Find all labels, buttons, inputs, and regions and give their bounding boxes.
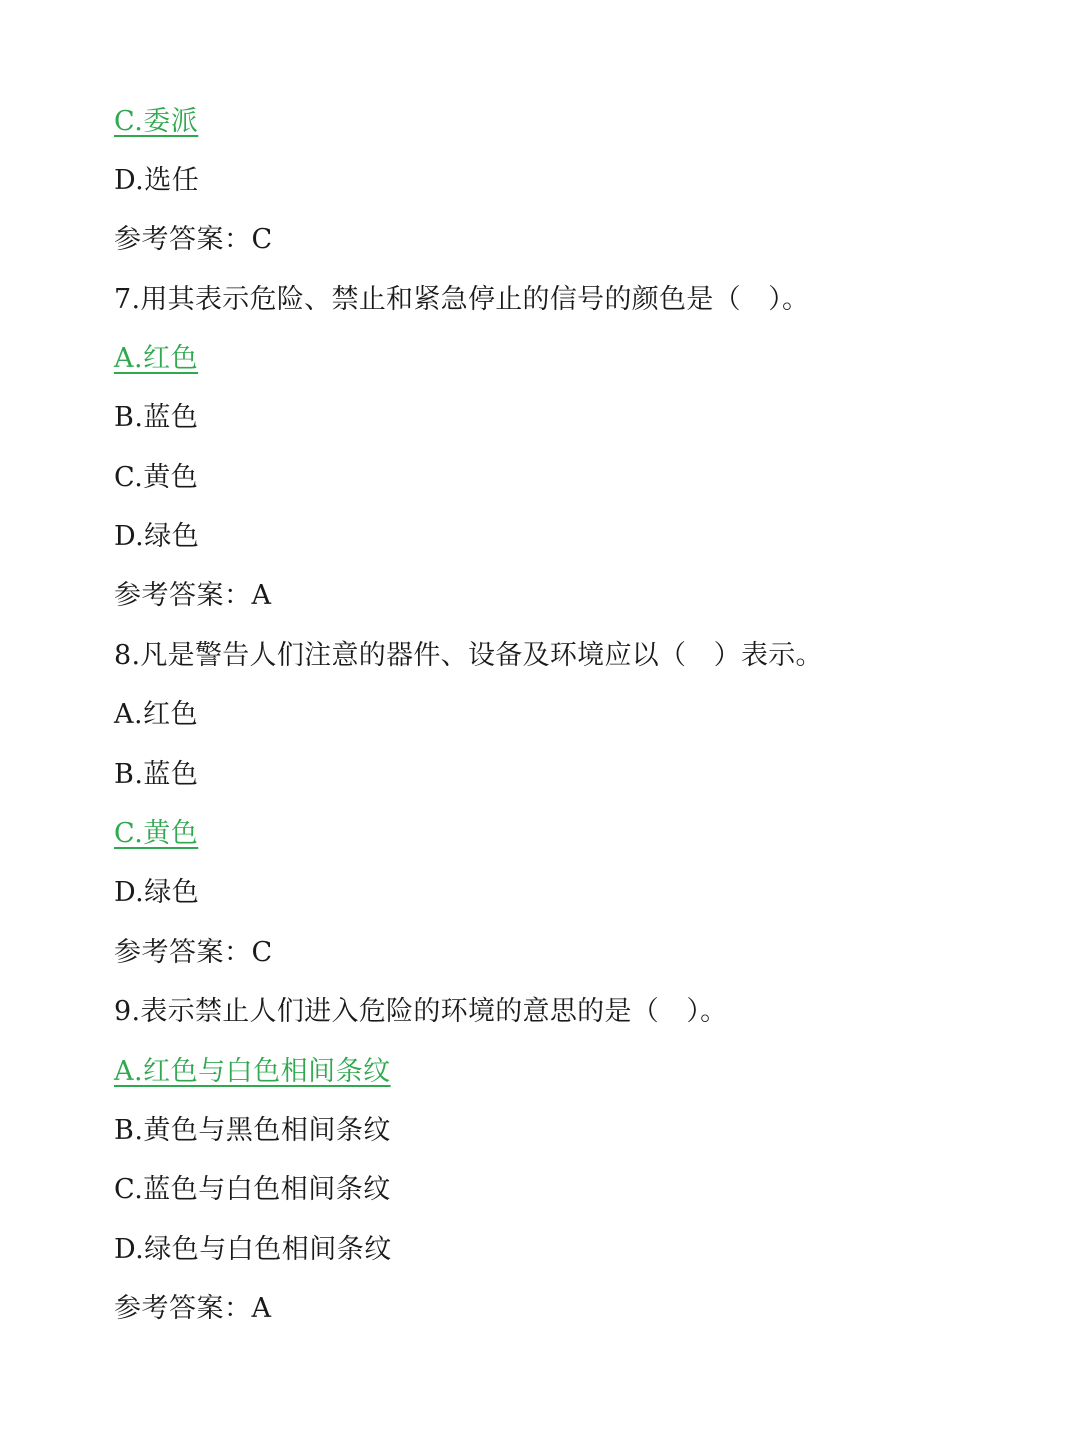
option-d: D.绿色 [114,521,200,552]
question-9: 9.表示禁止人们进入危险的环境的意思的是（ ）。 [114,996,728,1027]
reference-answer: 参考答案：C [114,224,273,255]
option-d: D.选任 [114,165,200,196]
option-a: A.红色 [114,699,199,730]
option-b: B.黄色与黑色相间条纹 [114,1115,391,1146]
option-a-correct: A.红色 [114,343,199,374]
option-c: C.黄色 [114,462,199,493]
question-8: 8.凡是警告人们注意的器件、设备及环境应以（ ）表示。 [114,640,823,671]
option-b: B.蓝色 [114,759,199,790]
option-d: D.绿色 [114,877,200,908]
option-d: D.绿色与白色相间条纹 [114,1234,392,1265]
reference-answer: 参考答案：C [114,937,273,968]
option-b: B.蓝色 [114,402,199,433]
question-7: 7.用其表示危险、禁止和紧急停止的信号的颜色是（ ）。 [114,284,810,315]
reference-answer: 参考答案：A [114,1293,272,1324]
option-c-correct: C.委派 [114,106,199,137]
option-c-correct: C.黄色 [114,818,199,849]
option-c: C.蓝色与白色相间条纹 [114,1174,391,1205]
option-a-correct: A.红色与白色相间条纹 [114,1056,391,1087]
reference-answer: 参考答案：A [114,580,272,611]
